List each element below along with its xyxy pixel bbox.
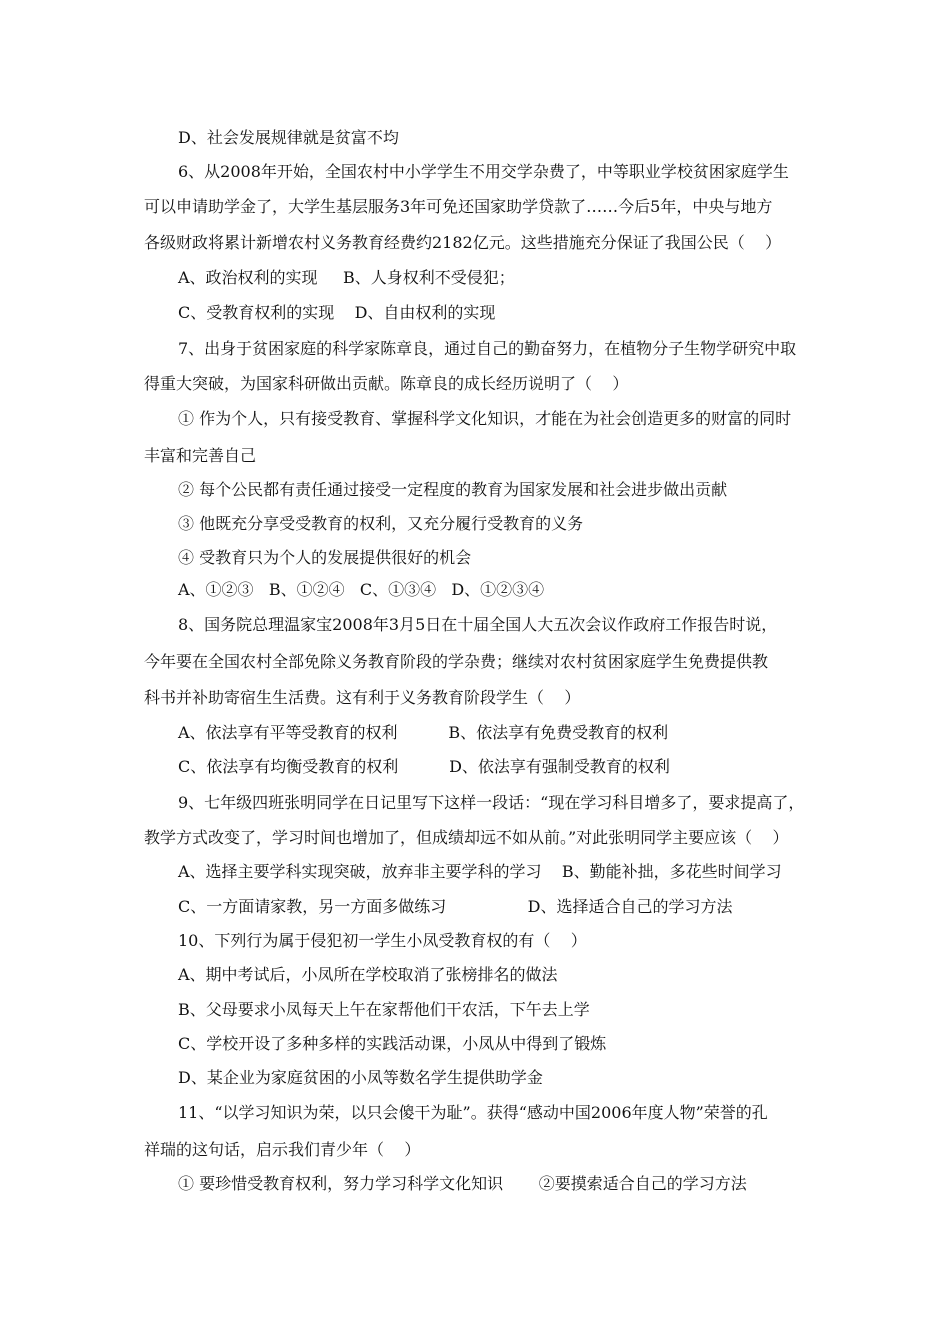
question-10-stem: 10、下列行为属于侵犯初一学生小凤受教育权的有（ ）: [178, 931, 587, 950]
question-10-option-a: A、期中考试后，小凤所在学校取消了张榜排名的做法: [178, 965, 558, 984]
question-11-line-1: 11、“以学习知识为荣，以只会傻干为耻”。获得“感动中国2006年度人物”荣誉的孔: [178, 1103, 768, 1122]
question-11-statements: ① 要珍惜受教育权利，努力学习科学文化知识 ②要摸索适合自己的学习方法: [178, 1174, 747, 1193]
question-9-line-1: 9、七年级四班张明同学在日记里写下这样一段话：“现在学习科目增多了，要求提高了，: [178, 793, 805, 812]
question-8-line-2: 今年要在全国农村全部免除义务教育阶段的学杂费；继续对农村贫困家庭学生免费提供教: [144, 652, 769, 671]
question-6-line-3: 各级财政将累计新增农村义务教育经费约2182亿元。这些措施充分保证了我国公民（ ）: [144, 233, 782, 252]
question-10-option-c: C、学校开设了多种多样的实践活动课，小凤从中得到了锻炼: [178, 1034, 607, 1053]
question-7-statement-4: ④ 受教育只为个人的发展提供很好的机会: [178, 548, 472, 567]
question-7-statement-2: ② 每个公民都有责任通过接受一定程度的教育为国家发展和社会进步做出贡献: [178, 480, 728, 499]
question-6-options-cd: C、受教育权利的实现 D、自由权利的实现: [178, 303, 496, 322]
question-10-option-b: B、父母要求小凤每天上午在家帮他们干农活，下午去上学: [178, 1000, 590, 1019]
question-6-line-2: 可以申请助学金了，大学生基层服务3年可免还国家助学贷款了……今后5年，中央与地方: [144, 197, 773, 216]
question-7-statement-1-cont: 丰富和完善自己: [144, 446, 257, 465]
option-5d: D、社会发展规律就是贫富不均: [178, 128, 399, 147]
question-6-line-1: 6、从2008年开始，全国农村中小学学生不用交学杂费了，中等职业学校贫困家庭学生: [178, 162, 789, 181]
question-8-line-1: 8、国务院总理温家宝2008年3月5日在十届全国人大五次会议作政府工作报告时说，: [178, 615, 778, 634]
question-6-options-ab: A、政治权利的实现 B、人身权利不受侵犯；: [178, 268, 515, 287]
question-8-options-cd: C、依法享有均衡受教育的权利 D、依法享有强制受教育的权利: [178, 757, 670, 776]
question-9-line-2: 教学方式改变了，学习时间也增加了，但成绩却远不如从前。”对此张明同学主要应该（ ）: [144, 828, 789, 847]
question-7-options: A、①②③ B、①②④ C、①③④ D、①②③④: [178, 580, 545, 599]
question-10-option-d: D、某企业为家庭贫困的小凤等数名学生提供助学金: [178, 1068, 543, 1087]
question-9-options-cd: C、一方面请家教，另一方面多做练习 D、选择适合自己的学习方法: [178, 897, 733, 916]
question-7-line-1: 7、出身于贫困家庭的科学家陈章良，通过自己的勤奋努力，在植物分子生物学研究中取: [178, 339, 797, 358]
question-7-line-2: 得重大突破，为国家科研做出贡献。陈章良的成长经历说明了（ ）: [144, 374, 629, 393]
question-7-statement-1: ① 作为个人，只有接受教育、掌握科学文化知识，才能在为社会创造更多的财富的同时: [178, 409, 792, 428]
question-9-options-ab: A、选择主要学科实现突破，放弃非主要学科的学习 B、勤能补拙，多花些时间学习: [178, 862, 782, 881]
question-7-statement-3: ③ 他既充分享受受教育的权利，又充分履行受教育的义务: [178, 514, 584, 533]
question-8-options-ab: A、依法享有平等受教育的权利 B、依法享有免费受教育的权利: [178, 723, 669, 742]
question-11-line-2: 祥瑞的这句话，启示我们青少年（ ）: [144, 1140, 421, 1159]
question-8-line-3: 科书并补助寄宿生生活费。这有利于义务教育阶段学生（ ）: [144, 688, 581, 707]
